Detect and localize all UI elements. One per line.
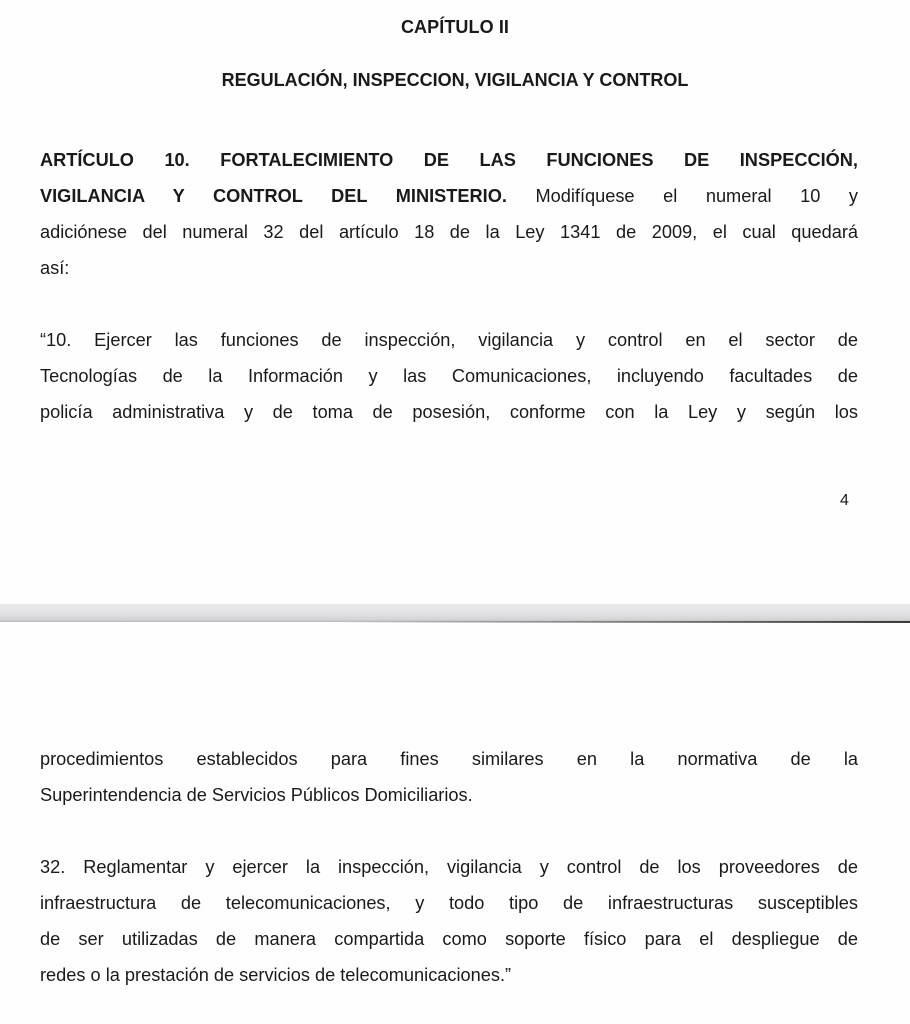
- numeral-10-line: Tecnologías de la Información y las Comunicaciones, incluyendo facultades de: [40, 366, 858, 386]
- numeral-10-continued-line: procedimientos establecidos para fines similares en la normativa de la: [40, 749, 858, 769]
- numeral-32-line: 32. Reglamentar y ejercer la inspección, vigilancia y control de los proveedores de: [40, 857, 858, 877]
- numeral-32-paragraph: [40, 849, 858, 993]
- article-10-line: [40, 250, 858, 286]
- page-number: 4: [840, 492, 849, 509]
- article-text: Modifíquese el numeral 10 y: [506, 186, 858, 206]
- article-heading: ARTÍCULO 10. FORTALECIMIENTO DE LAS FUNCIONES DE INSPECCIÓN,: [40, 150, 858, 170]
- numeral-10-continued-paragraph: [40, 741, 858, 813]
- numeral-32-line: de ser utilizadas de manera compartida como soporte físico para el despliegue de: [40, 929, 858, 949]
- article-heading: VIGILANCIA Y CONTROL DEL MINISTERIO.: [40, 186, 507, 206]
- article-text: adiciónese del numeral 32 del artículo 18 de la Ley 1341 de 2009, el cual quedará: [40, 222, 858, 242]
- article-10-line: [40, 214, 858, 250]
- page-break-divider: [0, 604, 910, 622]
- article-10-line: [40, 142, 858, 178]
- chapter-subtitle: REGULACIÓN, INSPECCION, VIGILANCIA Y CONTROL: [221, 70, 689, 90]
- article-text: así:: [40, 258, 70, 278]
- numeral-10-line: policía administrativa y de toma de posesión, conforme con la Ley y según los: [40, 402, 858, 422]
- numeral-32-line: infraestructura de telecomunicaciones, y todo tipo de infraestructuras susceptibles: [40, 893, 858, 913]
- numeral-32-line: redes o la prestación de servicios de telecomunicaciones.”: [40, 965, 512, 985]
- article-10-paragraph: [40, 142, 858, 286]
- numeral-10-line: “10. Ejercer las funciones de inspección, vigilancia y control en el sector de: [40, 330, 858, 350]
- numeral-10-paragraph: [40, 322, 858, 430]
- article-10-line: [40, 178, 858, 214]
- chapter-title: CAPÍTULO II: [400, 17, 510, 37]
- numeral-10-continued-line: Superintendencia de Servicios Públicos Domiciliarios.: [40, 785, 473, 805]
